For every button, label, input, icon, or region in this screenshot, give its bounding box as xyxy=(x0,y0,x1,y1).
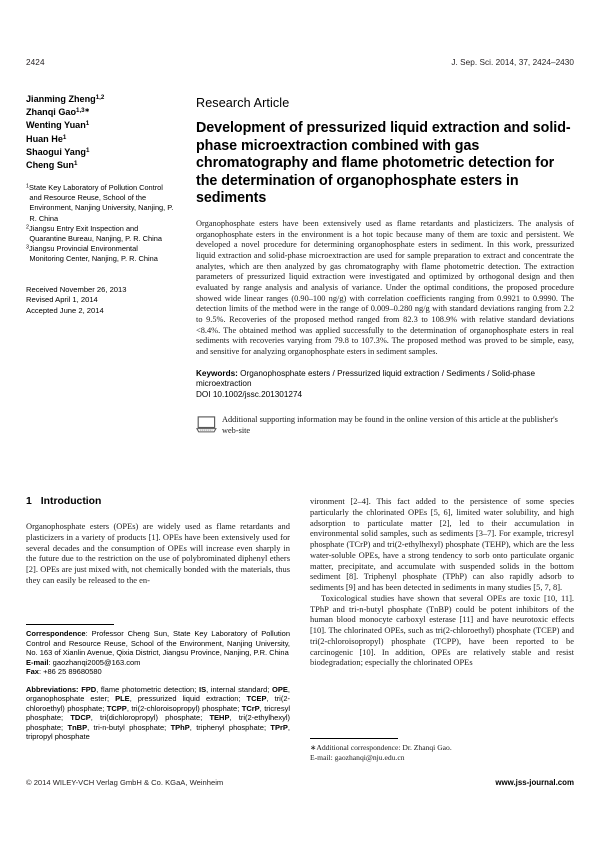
footnote-rule xyxy=(26,624,114,625)
journal-website-link[interactable]: www.jss-journal.com xyxy=(495,778,574,787)
footnotes-right xyxy=(310,738,574,762)
affiliation-text: Jiangsu Provincial Environmental Monitoring Center, Nanjing, P. R. China xyxy=(29,243,158,263)
page-footer xyxy=(26,778,574,792)
section-heading-introduction xyxy=(26,496,101,507)
abbreviation-key: IS xyxy=(198,684,207,694)
abbreviation-key: FPD xyxy=(81,684,97,694)
abbreviations-label: Abbreviations: xyxy=(26,684,79,694)
author-name-text: Jianming Zheng xyxy=(26,94,96,104)
abbreviation-key: TnBP xyxy=(67,722,88,732)
note-spacer xyxy=(26,677,290,685)
abbreviation-definition: , tripropyl phosphate xyxy=(26,722,290,741)
intro-paragraph-right-1: vironment [2–4]. This fact added to the persistence of some species particularly the chlorinated OPEs [5, 6], limited water solubility, and high adsorption to particulate matter [2], led to their accumulation in environmental solid samples, such as sediments [3–7]. For example, tricresyl phosphate (TCrP) and tri(2-ethylhexyl) phosphate (TEHP), which are the less water-soluble OPEs, have a strong tendency to sorb onto particulate organic matter, precipitate, and accumulate with suspended solids in the bottom sediment [8]. Triphenyl phosphate (TPhP) can also rapidly adsorb to sediments [9] and has been detected in sediments in many studies [5, 7, 8]. xyxy=(310,496,574,592)
fax-line xyxy=(26,667,290,677)
author-affiliation-marker: 1,3∗ xyxy=(76,107,90,115)
email-line xyxy=(26,658,290,668)
article-abstract: Organophosphate esters have been extensively used as flame retardants and plasticizers. The analysis of organophosphate esters in the environment is a hot topic because many of them are toxic and persistent. We developed a novel procedure for determining organophosphate esters in sediment. In this work, pressurized liquid extraction and solid-phase microextraction are used for sample preparation to extract and concentrate the analytes, which are then analyzed by gas chromatography with flame photometric detection. The extraction parameters of pressurized liquid extraction were investigated and optimized by orthogonal design and then evaluated by range analysis and analysis of variance. Under the optimal conditions, the proposed procedure showed wide linear ranges (0.90–100 ng/g) with correlation coefficients ranging from 0.9921 to 0.9990. The detection limits of the method were in the range of 0.009–0.280 ng/g with standard deviations ranging from 2.2 to 9.5%. Recoveries of the proposed method ranged from 82.3 to 108.9% with relative standard deviations <8.4%. The obtained method was applied successfully to the determination of organophosphate esters in real sediments with recoveries varying from 79.8 to 107.3%. The proposed method was proved to be simple, easy, and sensitive for analyzing organophosphate esters in sediment samples. xyxy=(196,218,574,356)
supporting-information-note xyxy=(196,415,574,438)
author-affiliation-marker: 1,2 xyxy=(95,94,105,101)
keywords-line xyxy=(196,369,574,390)
article-title: Development of pressurized liquid extraction and solid-phase microextraction combined with gas chromatography and flame photometric detection for the determination of organophosphate esters in sediments xyxy=(196,120,571,207)
history-item: Revised April 1, 2014 xyxy=(26,295,98,305)
abbreviation-key: TCrP xyxy=(241,703,260,713)
abbreviation-definition: , tri(dichloropropyl) phosphate xyxy=(90,713,201,722)
history-item: Received November 26, 2013 xyxy=(26,284,127,294)
section-number: 1 xyxy=(26,496,32,507)
supporting-information-text: Additional supporting information may be found in the online version of this article at the publisher's web-site xyxy=(222,415,558,435)
author-name xyxy=(26,93,174,106)
affiliation-text: State Key Laboratory of Pollution Control and Resource Reuse, School of the Environment, Nanjing University, Nanjing, P. R. China xyxy=(29,183,174,223)
affiliation-text: Jiangsu Entry Exit Inspection and Quarantine Bureau, Nanjing, P. R. China xyxy=(29,223,162,243)
intro-paragraph-left: Organophosphate esters (OPEs) are widely used as flame retardants and plasticizers in a variety of products [1]. OPEs have been extensively used for several decades and the consumption of OPEs will increase even sharply in the future due to the restriction on the use of polybrominated diphenyl ethers [2]. OPEs are just mixed with, not chemically bonded with the materials, thus they can easily be released to the en- xyxy=(26,521,290,585)
page-folio: 2424 xyxy=(26,58,45,67)
author-name-text: Huan He xyxy=(26,133,63,144)
abbreviations-note xyxy=(26,685,290,742)
body-column-right xyxy=(310,496,574,668)
affiliation-marker: 1 xyxy=(26,183,29,190)
abbreviation-key: TPhP xyxy=(170,722,190,732)
running-head xyxy=(26,58,574,72)
author-name-text: Cheng Sun xyxy=(26,160,74,171)
abbreviation-key: TPrP xyxy=(270,722,288,732)
footnotes-left xyxy=(26,624,290,742)
email-value[interactable]: : gaozhanqi2005@163.com xyxy=(48,657,141,667)
abbreviation-definition: , flame photometric detection xyxy=(96,684,195,694)
author-name-text: Zhanqi Gao xyxy=(26,107,77,118)
affiliation-marker: 3 xyxy=(26,244,29,251)
author-affiliation-marker: 1 xyxy=(74,160,78,168)
author-name xyxy=(26,106,174,119)
abbreviation-key: OPE xyxy=(272,684,288,694)
history-item: Accepted June 2, 2014 xyxy=(26,305,104,315)
abbreviation-key: PLE xyxy=(115,694,130,703)
abbreviation-definition: , tri(2-chloroisopropyl) phosphate xyxy=(126,703,238,713)
affiliation-item xyxy=(26,244,174,264)
abbreviation-definition: , triphenyl phosphate xyxy=(189,722,264,732)
author-name-text: Wenting Yuan xyxy=(26,120,86,131)
author-affiliation-marker: 1 xyxy=(85,146,90,154)
abbreviations-text: FPD, flame photometric detection; IS, internal standard; OPE, organophosphate ester; PLE, pressurized liquid extraction; TCEP, tri(2-chloroethyl) phosphate; TCPP, tri(2-chloroisopropyl) phosphate; TCrP, tricresyl phosphate; TDCP, tri(dichloropropyl) phosphate; TEHP, tri(2-ethylhexyl) phosphate; TnBP, tri-n-butyl phosphate; TPhP, triphenyl phosphate; TPrP, tripropyl phosphate xyxy=(26,684,291,741)
additional-correspondence-note: ∗Additional correspondence: Dr. Zhanqi Gao. xyxy=(310,743,452,752)
abbreviation-definition: , tri(2-chloroethyl) phosphate xyxy=(26,694,291,713)
section-title: Introduction xyxy=(40,496,102,507)
abbreviation-definition: , organophosphate ester xyxy=(26,684,290,703)
correspondence-label: Correspondence xyxy=(26,629,86,638)
abbreviation-key: TCPP xyxy=(106,703,127,713)
abbreviation-key: TDCP xyxy=(70,713,91,722)
intro-paragraph-right-2: Toxicological studies have shown that several OPEs are toxic [10, 11]. TPhP and tri-n-butyl phosphate (TnBP) could be potent inhibitors of the human blood monocyte carboxyl esterase [11] and have neurotoxic effects [10]. The chlorinated OPEs, such as tri(2-chloroethyl) phosphate (TCEP) and tri(2-chloroisopropyl) phosphate (TCPP), have been reported to be carcinogenic [10]. In addition, OPEs are relatively stable and resist biodegradation; especially the chlorinated OPEs xyxy=(310,592,574,668)
author-name xyxy=(26,119,174,132)
additional-correspondence-email[interactable]: E-mail: gaozhanqi@nju.edu.cn xyxy=(310,752,405,762)
keywords-label: Keywords: xyxy=(196,368,238,378)
doi-line[interactable]: DOI 10.1002/jssc.201301274 xyxy=(196,389,303,399)
abbreviation-definition: , pressurized liquid extraction xyxy=(129,694,239,703)
author-affiliation-marker: 1 xyxy=(62,133,67,141)
author-affiliation-marker: 1 xyxy=(85,120,90,128)
fax-label: Fax xyxy=(26,667,39,676)
abbreviation-definition: , tricresyl phosphate xyxy=(26,703,291,722)
correspondence-text: : Professor Cheng Sun, State Key Laboratory of Pollution Control and Resource Reuse, School of the Environment, Nanjing University, No. 163 of Xianlin Avenue, Qixia District, Jiangsu Province, Nanjing, P.R. China xyxy=(26,629,290,657)
article-header xyxy=(196,96,574,438)
body-column-left xyxy=(26,521,290,586)
keywords-value: Organophosphate esters / Pressurized liquid extraction / Sediments / Solid-phase microextraction xyxy=(196,368,536,389)
author-name-text: Shaogui Yang xyxy=(26,146,86,157)
article-history xyxy=(26,285,174,316)
footnote-rule-right xyxy=(310,738,398,739)
affiliation-list xyxy=(26,183,174,264)
computer-icon xyxy=(196,415,222,438)
article-type-label: Research Article xyxy=(196,96,290,110)
author-name xyxy=(26,146,174,159)
author-name xyxy=(26,159,174,172)
fax-value: : +86 25 89680580 xyxy=(38,667,102,676)
abbreviation-key: TCEP xyxy=(246,694,267,703)
journal-citation: J. Sep. Sci. 2014, 37, 2424–2430 xyxy=(451,58,574,67)
abbreviation-definition: , tri-n-butyl phosphate xyxy=(87,722,165,732)
affiliation-marker: 2 xyxy=(26,224,29,231)
author-sidebar xyxy=(26,93,174,316)
abbreviation-definition: , tri(2-ethylhexyl) phosphate xyxy=(26,713,291,732)
affiliation-item xyxy=(26,224,174,244)
copyright-line: © 2014 WILEY-VCH Verlag GmbH & Co. KGaA, Weinheim xyxy=(26,778,224,787)
affiliation-item xyxy=(26,183,174,223)
author-name xyxy=(26,133,174,146)
abbreviation-definition: , internal standard xyxy=(206,684,268,694)
email-label: E-mail xyxy=(26,657,49,667)
author-list xyxy=(26,93,174,172)
abbreviation-key: TEHP xyxy=(209,713,230,722)
correspondence-note xyxy=(26,629,290,658)
